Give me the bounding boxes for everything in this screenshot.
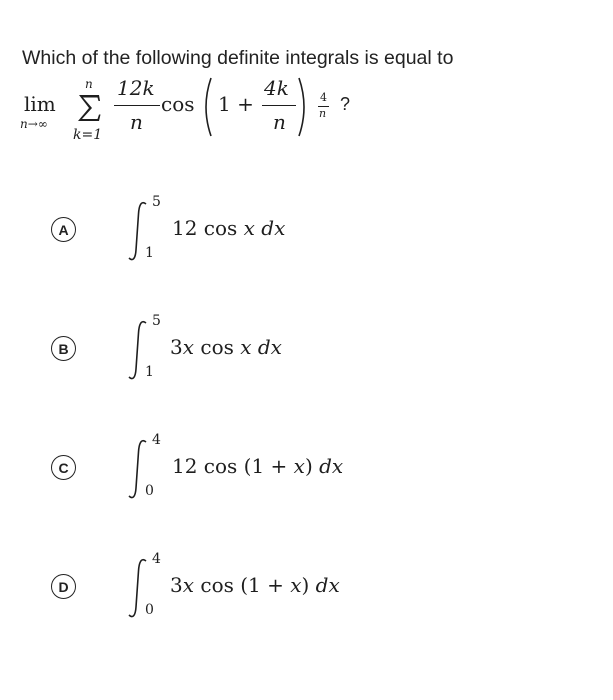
fraction1-bar	[114, 105, 160, 106]
option-b-badge: B	[51, 336, 76, 361]
option-a-badge: A	[51, 217, 76, 242]
option-b[interactable]	[0, 308, 613, 388]
one-plus: 1 +	[218, 92, 254, 116]
lower-limit: 0	[145, 483, 154, 499]
upper-limit: 4	[152, 432, 161, 448]
lower-limit: 1	[145, 364, 154, 380]
fraction1-numerator: 12k	[117, 76, 155, 100]
lim-subscript: n→∞	[20, 117, 48, 131]
option-c[interactable]	[0, 427, 613, 507]
option-c-badge: C	[51, 455, 76, 480]
option-a[interactable]	[0, 189, 613, 269]
fraction3-denominator: n	[319, 107, 327, 120]
question-text: Which of the following definite integrals is equal to	[22, 47, 454, 69]
question-mark: ?	[340, 94, 351, 114]
sum-upper-limit: n	[85, 77, 93, 91]
summation-icon	[76, 93, 102, 123]
fraction2-bar	[262, 105, 296, 106]
sum-lower-limit: k=1	[73, 127, 103, 143]
fraction2-numerator: 4k	[264, 76, 289, 100]
fraction2-denominator: n	[273, 110, 286, 134]
option-d[interactable]	[0, 546, 613, 626]
integrand: 3𝑥 cos 𝑥 𝑑𝑥	[170, 335, 282, 359]
cos-label: cos	[161, 92, 195, 116]
integrand: 12 cos 𝑥 𝑑𝑥	[172, 216, 286, 240]
lower-limit: 1	[145, 245, 154, 261]
right-paren-icon	[297, 76, 311, 138]
integrand: 3𝑥 cos (1 + 𝑥) 𝑑𝑥	[170, 573, 340, 597]
fraction1-denominator: n	[130, 110, 143, 134]
lower-limit: 0	[145, 602, 154, 618]
lim-label: lim	[24, 92, 56, 116]
fraction3-numerator: 4	[320, 91, 327, 104]
integrand: 12 cos (1 + 𝑥) 𝑑𝑥	[172, 454, 344, 478]
upper-limit: 5	[152, 313, 161, 329]
upper-limit: 4	[152, 551, 161, 567]
upper-limit: 5	[152, 194, 161, 210]
option-d-badge: D	[51, 574, 76, 599]
left-paren-icon	[199, 76, 213, 138]
